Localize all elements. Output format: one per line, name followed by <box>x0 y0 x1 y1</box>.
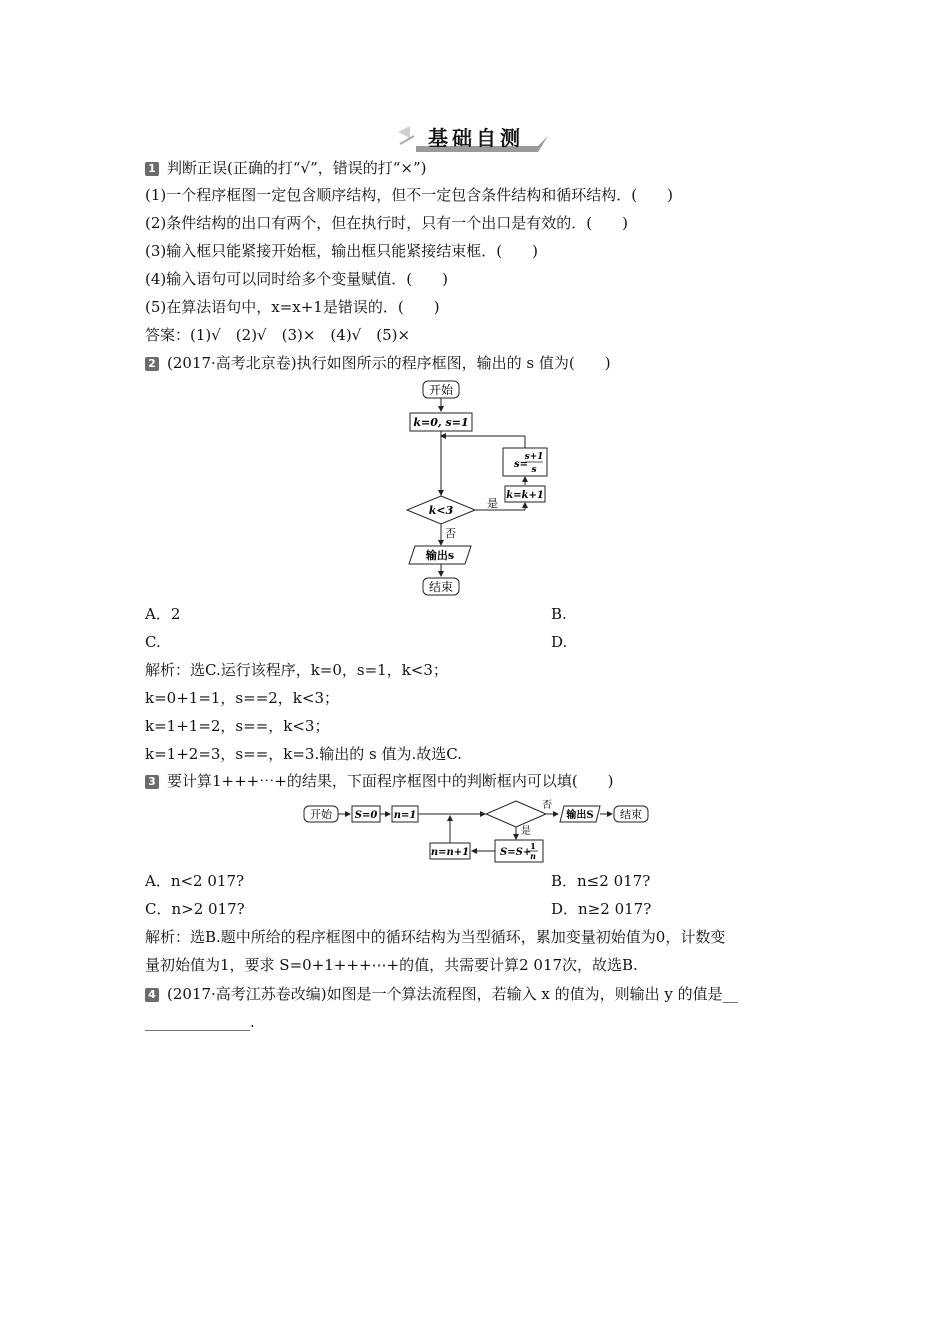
q3-frac-num: 1 <box>530 841 536 851</box>
q4-answer-blank: ______________. <box>145 1013 255 1031</box>
q2-option-d: D. <box>551 633 568 651</box>
q2-prompt: (2017·高考北京卷)执行如图所示的程序框图，输出的 s 值为( ) <box>167 354 611 372</box>
q3-frac-den: n <box>530 851 536 861</box>
q2-inc-k-label: k=k+1 <box>506 490 544 501</box>
q1-item-5: (5)在算法语句中，x=x+1是错误的．( ) <box>145 298 440 316</box>
q2-condition-label: k<3 <box>428 504 454 517</box>
q3-header <box>145 771 614 791</box>
q4-header <box>145 984 738 1004</box>
q2-init-label: k=0, s=1 <box>413 416 469 429</box>
q2-solution-line-4: k=1+2=3，s==，k=3.输出的 s 值为.故选C. <box>145 745 462 763</box>
q1-item-2: (2)条件结构的出口有两个，但在执行时，只有一个出口是有效的．( ) <box>145 214 628 232</box>
q2-output-label: 输出s <box>425 549 455 562</box>
q2-flowchart <box>395 378 565 600</box>
q4-number-badge: 4 <box>145 988 159 1002</box>
q1-answer: 答案：(1)√ (2)√ (3)× (4)√ (5)× <box>145 326 411 344</box>
q3-yes-label: 是 <box>521 826 531 837</box>
q1-item-3: (3)输入框只能紧接开始框，输出框只能紧接结束框．( ) <box>145 242 538 260</box>
q2-start-label: 开始 <box>428 383 454 397</box>
q3-option-a: A．n<2 017? <box>145 872 245 890</box>
q2-solution-line-2: k=0+1=1，s==2，k<3； <box>145 689 340 707</box>
q1-prompt: 判断正误(正确的打“√”，错误的打“×”) <box>167 159 427 177</box>
q3-solution-line-1: 解析：选B.题中所给的程序框图中的循环结构为当型循环，累加变量初始值为0，计数变 <box>145 928 726 946</box>
q3-flowchart <box>300 796 660 868</box>
q3-no-label: 否 <box>542 800 552 811</box>
q3-n-init-label: n=1 <box>393 810 417 821</box>
q3-start-label: 开始 <box>310 808 332 821</box>
q1-header <box>145 158 427 178</box>
q2-yes-label: 是 <box>487 497 498 510</box>
q2-solution-line-3: k=1+1=2，s==，k<3； <box>145 717 330 735</box>
q3-inc-n-label: n=n+1 <box>430 847 470 858</box>
section-title: 基础自测 <box>428 126 524 150</box>
q3-condition-diamond <box>486 801 546 827</box>
q3-s-init-label: S=0 <box>354 810 378 821</box>
q2-no-label: 否 <box>445 527 456 540</box>
q2-end-label: 结束 <box>428 580 454 594</box>
q2-assign-s-den: s <box>531 465 537 475</box>
q1-number-badge: 1 <box>145 162 159 176</box>
q2-header <box>145 353 611 373</box>
q1-item-1: (1)一个程序框图一定包含顺序结构，但不一定包含条件结构和循环结构．( ) <box>145 186 673 204</box>
q2-solution-line-1: 解析：选C.运行该程序，k=0，s=1，k<3； <box>145 661 448 679</box>
q3-number-badge: 3 <box>145 775 159 789</box>
q3-solution-line-2: 量初始值为1，要求 S=0+1+++⋯+的值，共需要计算2 017次，故选B. <box>145 956 638 974</box>
q3-option-b: B．n≤2 017? <box>551 872 651 890</box>
q3-option-c: C．n>2 017? <box>145 900 245 918</box>
q3-prompt: 要计算1+++⋯+的结果，下面程序框图中的判断框内可以填( ) <box>167 772 614 790</box>
q4-prompt: (2017·高考江苏卷改编)如图是一个算法流程图，若输入 x 的值为，则输出 y 的值是__ <box>167 985 738 1003</box>
q2-assign-s-num: s+1 <box>524 452 544 462</box>
q3-end-label: 结束 <box>620 808 642 821</box>
q2-option-c: C. <box>145 633 161 651</box>
q2-option-b: B. <box>551 605 567 623</box>
section-title-banner <box>398 122 548 152</box>
q1-item-4: (4)输入语句可以同时给多个变量赋值．( ) <box>145 270 448 288</box>
q2-number-badge: 2 <box>145 357 159 371</box>
q3-update-s-label: S=S+ <box>500 847 532 858</box>
q3-output-label: 输出S <box>566 810 594 821</box>
q2-assign-s-lhs: s= <box>514 459 529 470</box>
q3-option-d: D．n≥2 017? <box>551 900 652 918</box>
q2-option-a: A．2 <box>145 605 181 623</box>
